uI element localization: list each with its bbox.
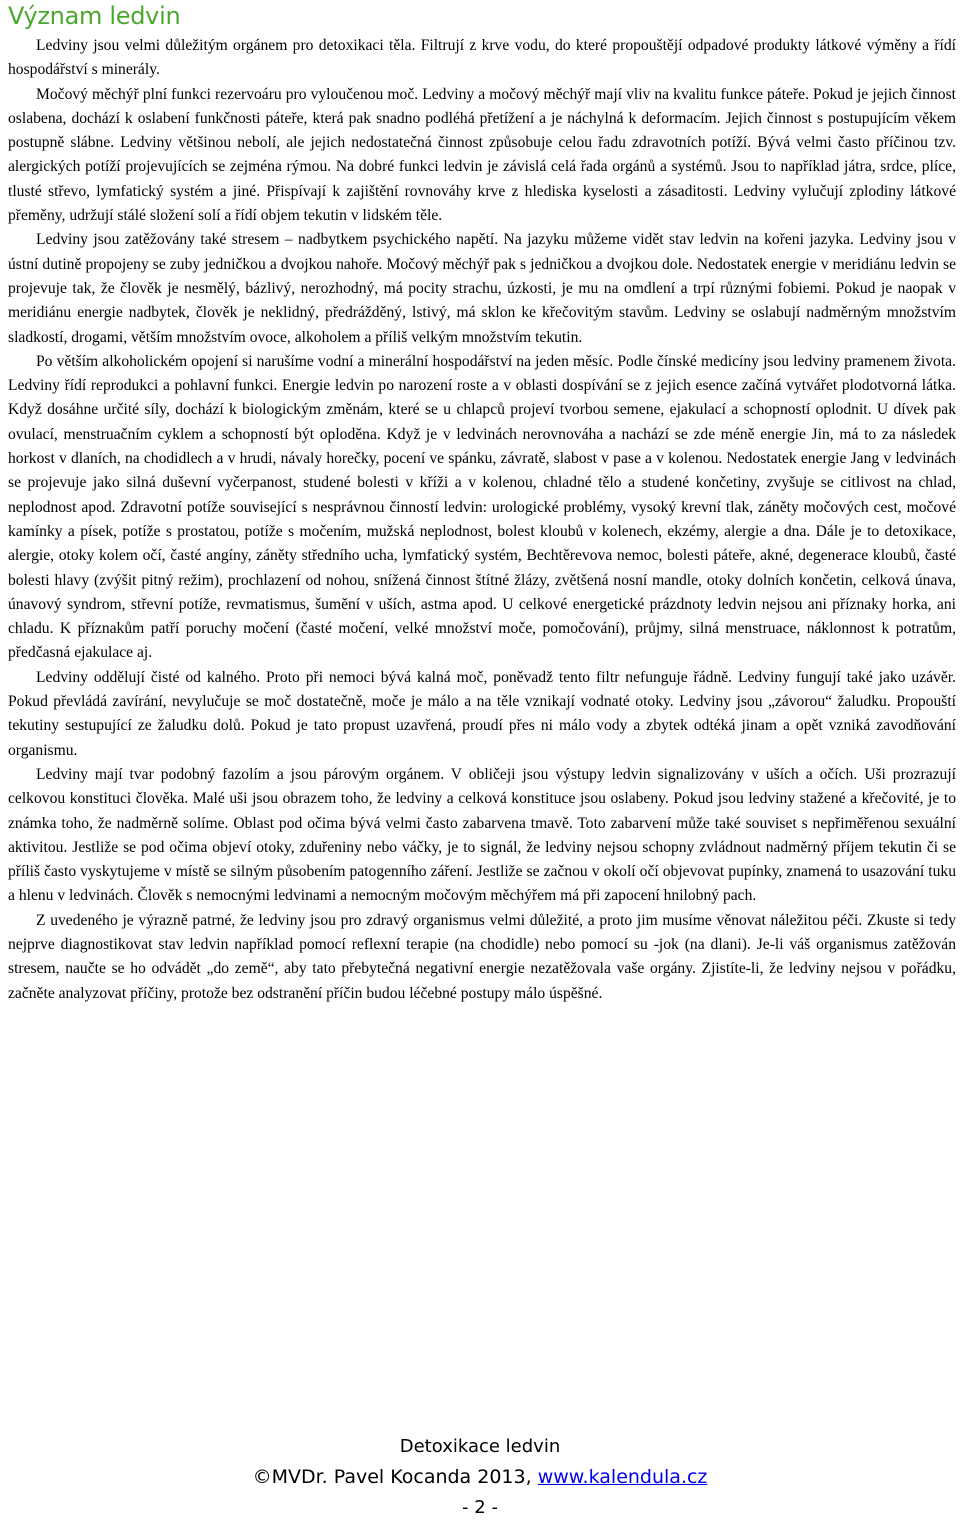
footer-copyright	[0, 1464, 960, 1490]
website-link[interactable]: www.kalendula.cz	[537, 1466, 708, 1488]
paragraph: Ledviny jsou zatěžovány také stresem – nadbytkem psychického napětí. Na jazyku můžeme vidět stav ledvin na kořeni jazyka. Ledviny jsou v ústní dutině propojeny se zuby jedničkou a dvojkou nahoře. Močový měchýř pak s jedničkou a dvojkou dole. Nedostatek energie v meridiánu ledvin se projevuje tak, že člověk je nesmělý, bázlivý, nerozhodný, má pocity strachu, úzkosti, je mu na omdlení a trpí různými fobiemi. Pokud je naopak v meridiánu energie nadbytek, člověk je neklidný, předrážděný, lstivý, má sklon ke křečovitým stavům. Ledviny se oslabují nadměrným množstvím sladkostí, drogami, větším množstvím ovoce, alkoholem a příliš velkým množstvím tekutin.	[8, 231, 956, 346]
paragraph: Močový měchýř plní funkci rezervoáru pro vyloučenou moč. Ledviny a močový měchýř mají vliv na kvalitu funkce páteře. Pokud je jejich činnost oslabena, dochází k oslabení funkčnosti páteře, která pak snadno podléhá přetížení a je náchylná k deformacím. Jejich činnost s postupujícím věkem postupně slábne. Ledviny většinou nebolí, ale jejich nedostatečná činnost způsobuje celou řadu zdravotních potíží. Bývá velmi často příčinou tzv. alergických potíží projevujících se zejména rýmou. Na dobré funkci ledvin je závislá celá řada orgánů a systémů. Jsou to například játra, srdce, plíce, tlusté střevo, lymfatický systém a jiné. Přispívají k zajištění rovnováhy krve z hlediska kyselosti a zásaditosti. Ledviny vylučují zplodiny látkové přeměny, udržují stálé složení solí a řídí objem tekutin v lidském těle.	[8, 85, 956, 225]
page-title: Význam ledvin	[8, 2, 181, 30]
paragraph: Ledviny oddělují čisté od kalného. Proto při nemoci bývá kalná moč, poněvadž tento filtr nefunguje řádně. Ledviny fungují také jako uzávěr. Pokud převládá zavírání, nevylučuje se moč dostatečně, moče je málo a na těle vznikají vodnaté otoky. Ledviny jsou „závorou“ žaludku. Propouští tekutiny sestupující ze žaludku dolů. Pokud je tato propust uzavřená, proudí přes ni málo vody a zbytek odtéká jinam a opět vzniká zavodňování organismu.	[8, 668, 956, 759]
paragraph: Z uvedeného je výrazně patrné, že ledviny jsou pro zdravý organismus velmi důležité, a proto jim musíme věnovat náležitou péči. Zkuste si tedy nejprve diagnostikovat stav ledvin například pomocí reflexní terapie (na chodidle) nebo pomocí su -jok (na dlani). Je-li váš organismus zatěžován stresem, naučte se ho odvádět „do země“, aby tato přebytečná negativní energie nezatěžovala vaše orgány. Zjistíte-li, že ledviny nejsou v pořádku, začněte analyzovat příčiny, protože bez odstranění příčin budou léčebné postupy málo úspěšné.	[8, 911, 956, 1002]
copyright-text: ©MVDr. Pavel Kocanda 2013,	[252, 1466, 538, 1488]
page-number: - 2 -	[462, 1497, 498, 1518]
article-body	[8, 34, 956, 1006]
paragraph: Po větším alkoholickém opojení si narušíme vodní a minerální hospodářství na jeden měsíc. Podle čínské medicíny jsou ledviny pramenem života. Ledviny řídí reprodukci a pohlavní funkci. Energie ledvin po narození roste a v oblasti dospívání se z jejich esence začíná vytvářet plodotvorná látka. Když dosáhne určité síly, dochází k biologickým změnám, které se u chlapců projeví tvorbou semene, ejakulací a schopností oplodnit. U dívek pak ovulací, menstruačním cyklem a schopností být oploděna. Když je v ledvinách nerovnováha a nachází se zde méně energie Jin, má to za následek horkost v dlaních, na chodidlech a v hrudi, návaly horečky, pocení ve spánku, závratě, slabost v pase a v kolenou. Nedostatek energie Jang v ledvinách se projevuje jako silná duševní vyčerpanost, studené bolesti v kříži a v kolenou, chladné tělo a studené končetiny, zvyšuje se citlivost na chlad, neplodnost apod. Zdravotní potíže související s nesprávnou činností ledvin: urologické problémy, vysoký krevní tlak, záněty močových cest, močové kamínky a písek, potíže s prostatou, potíže s močením, mužská neplodnost, bolest kloubů v kolenech, ekzémy, alergie a dna. Dále je to detoxikace, alergie, otoky kolem očí, časté angíny, záněty středního ucha, lymfatický systém, Bechtěrevova nemoc, bolesti páteře, akné, degenerace kloubů, časté bolesti hlavy (zvýšit pitný režim), prochlazení od nohou, snížená činnost štítné žlázy, zvětšená nosní mandle, otoky dolních končetin, celková únava, únavový syndrom, střevní potíže, revmatismus, šumění v uších, astma apod. U celkové energetické prázdnoty ledvin nejsou ani příznaky horka, ani chladu. K příznakům patří poruchy močení (časté močení, velké množství moče, pomočování), průjmy, silná menstruace, náklonnost k potratům, předčasná ejakulace aj.	[8, 352, 956, 662]
footer-title: Detoxikace ledvin	[399, 1436, 561, 1457]
paragraph: Ledviny mají tvar podobný fazolím a jsou párovým orgánem. V obličeji jsou výstupy ledvin signalizovány v uších a očích. Uši prozrazují celkovou konstituci člověka. Malé uši jsou obrazem toho, že ledviny a celková konstituce jsou oslabeny. Pokud jsou ledviny stažené a křečovité, je to známka toho, že nadměrně solíme. Oblast pod očima bývá velmi často zabarvena tmavě. Toto zabarvení může také souviset s nepřiměřenou sexuální aktivitou. Jestliže se pod očima objeví otoky, zduřeniny nebo váčky, je to signál, že ledviny nejsou schopny zvládnout nadměrný příjem tekutin či se příliš často vyskytujeme v místě se silným působením patogenního záření. Jestliže se začnou v okolí očí objevovat pupínky, znamená to usazování tuku a hlenu v ledvinách. Člověk s nemocnými ledvinami a nemocným močovým měchýřem má při zapocení hnilobný pach.	[8, 765, 956, 905]
paragraph: Ledviny jsou velmi důležitým orgánem pro detoxikaci těla. Filtrují z krve vodu, do které propouštějí odpadové produkty látkové výměny a řídí hospodářství s minerály.	[8, 37, 956, 79]
